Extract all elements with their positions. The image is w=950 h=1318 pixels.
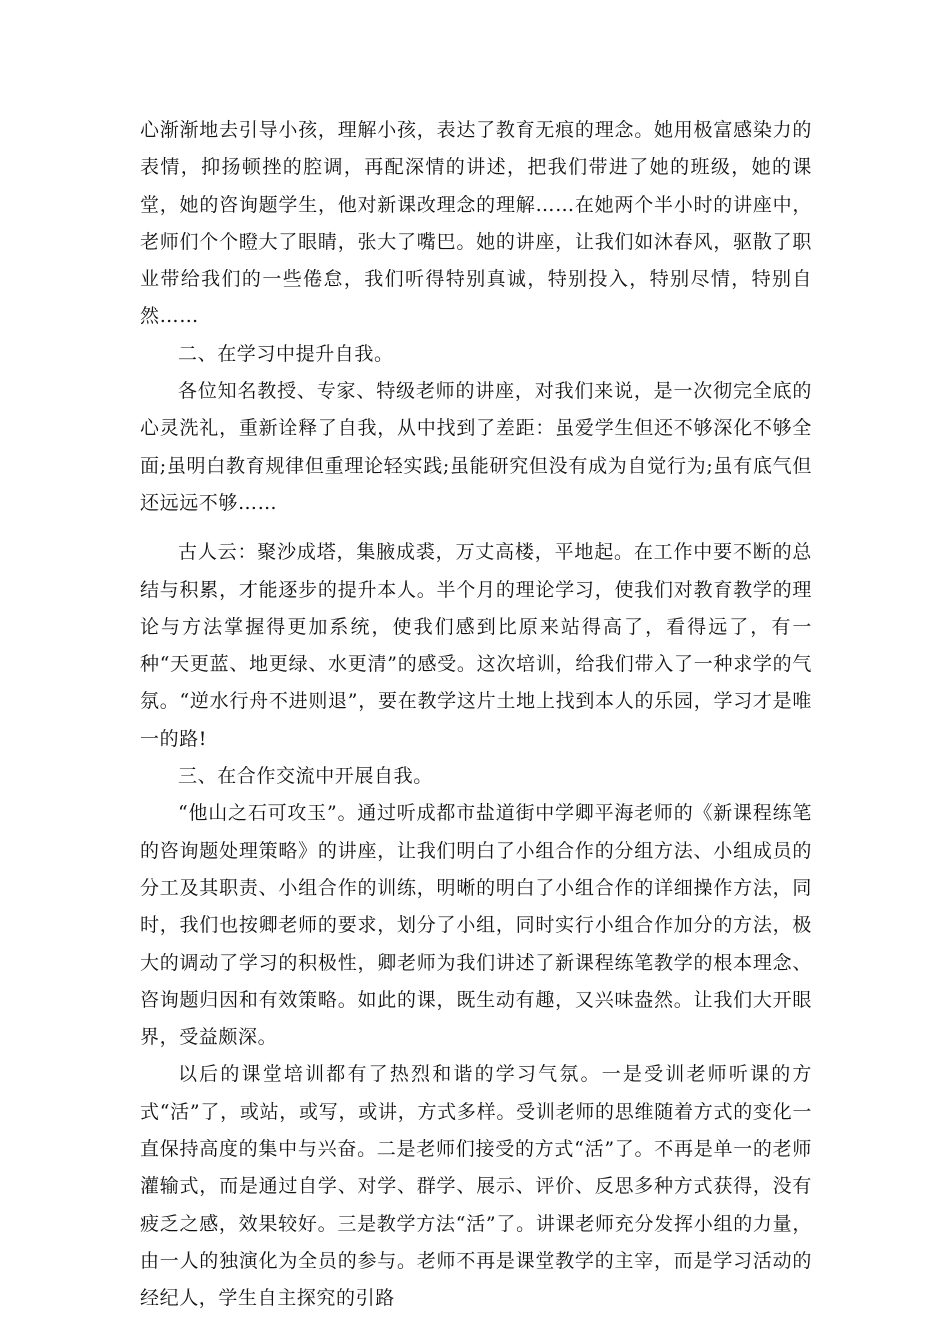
paragraph-continuation: 心渐渐地去引导小孩，理解小孩，表达了教育无痕的理念。她用极富感染力的表情，抑扬顿挫的腔调，再配深情的讲述，把我们带进了她的班级，她的课堂，她的咨询题学生，他对新课改理念的理解……在她两个半小时的讲座中，老师们个个瞪大了眼睛，张大了嘴巴。她的讲座，让我们如沐春风，驱散了职业带给我们的一些倦怠，我们听得特别真诚，特别投入，特别尽情，特别自然…… — [140, 119, 812, 328]
section-heading-two: 二、在学习中提升自我。 — [178, 342, 394, 365]
document-body — [140, 112, 812, 1318]
paragraph-lectures: 各位知名教授、专家、特级老师的讲座，对我们来说，是一次彻完全底的心灵洗礼，重新诠释了自我，从中找到了差距：虽爱学生但还不够深化不够全面;虽明白教育规律但重理论轻实践;虽能研究但没有成为自觉行为;虽有底气但还远远不够…… — [140, 380, 812, 514]
paragraph-ancient-saying: 古人云：聚沙成塔，集腋成裘，万丈高楼，平地起。在工作中要不断的总结与积累，才能逐步的提升本人。半个月的理论学习，使我们对教育教学的理论与方法掌握得更加系统，使我们感到比原来站得高了，看得远了，有一种“天更蓝、地更绿、水更清”的感受。这次培训，给我们带入了一种求学的气氛。“逆水行舟不进则退”，要在教学这片土地上找到本人的乐园，学习才是唯一的路! — [140, 541, 812, 750]
paragraph-classroom-training: 以后的课堂培训都有了热烈和谐的学习气氛。一是受训老师听课的方式“活”了，或站，或写，或讲，方式多样。受训老师的思维随着方式的变化一直保持高度的集中与兴奋。二是老师们接受的方式“活”了。不再是单一的老师灌输式，而是通过自学、对学、群学、展示、评价、反思多种方式获得，没有疲乏之感，效果较好。三是教学方法“活”了。讲课老师充分发挥小组的力量，由一人的独演化为全员的参与。老师不再是课堂教学的主宰，而是学习活动的经纪人，学生自主探究的引路 — [140, 1063, 812, 1310]
section-heading-three: 三、在合作交流中开展自我。 — [178, 765, 433, 788]
paragraph-cooperation: “他山之石可攻玉”。通过听成都市盐道街中学卿平海老师的《新课程练笔的咨询题处理策略》的讲座，让我们明白了小组合作的分组方法、小组成员的分工及其职责、小组合作的训练，明晰的明白了小组合作的详细操作方法，同时，我们也按卿老师的要求，划分了小组，同时实行小组合作加分的方法，极大的调动了学习的积极性，卿老师为我们讲述了新课程练笔教学的根本理念、咨询题归因和有效策略。如此的课，既生动有趣，又兴味盎然。让我们大开眼界，受益颇深。 — [140, 802, 812, 1049]
